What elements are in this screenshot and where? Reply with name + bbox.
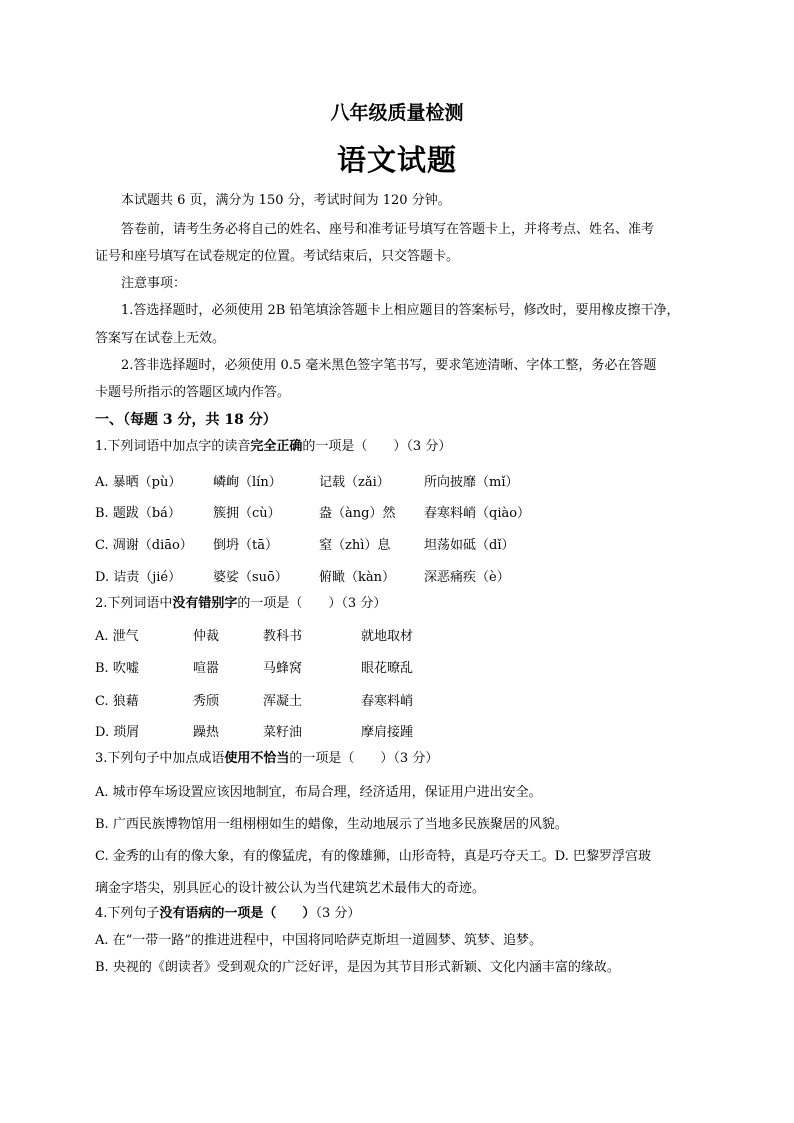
q4-option-a: A. 在“一带一路”的推进进程中，中国将同哈萨克斯坦一道圆梦、筑梦、追梦。 — [95, 933, 542, 948]
exam-page: 八年级质量检测 语文试题 本试题共 6 页，满分为 150 分，考试时间为 120 分钟。 答卷前，请考生务必将自己的姓名、座号和准考证号填写在答题卡上，并将考点、姓名、准考 证号和座号填写在试卷规定的位置。考试结束后，只交答题卡。 注意事项： 1.答选择题时，必须使用 2B 铅笔填涂答题卡上相应题目的答案标号，修改时，要用橡皮擦干净， 答案写在试卷上无效。 2.答非选择题时，必须使用 0.5 毫米黑色签字笔书写，要求笔迹清晰、字体工整，务必在答题 卡题号所指示的答题区域内作答。 一、（每题 3 分，共 18 分） 1.下列词语中加点字的读音完全正确的一项是（ ）（3 分） A. 暴晒（pù） 嶙峋（lín） 记载（zǎi） 所向披靡（mǐ） B. 题跋（bá） 簇拥（cù） 盎（àng）然 春寒料峭（qiào） C. 凋谢（diāo） 倒坍（tā） 窒（zhì）息 坦荡如砥（dǐ） D. 诘责（jié） 婆娑（suō） 俯瞰（kàn） 深恶痛疾（è） 2.下列词语中没有错别字的一项是（ ）（3 分） A. 泄气 仲裁 教科书 就地取材 B. 吹嘘 喧嚣 马蜂窝 眼花暸乱 C. 狼藉 秀颀 浑凝土 春寒料峭 D. 琐屑 躁热 菜籽油 摩肩接踵 3.下列句子中加点成语使用不恰当的一项是（ ）（3 分） A. 城市停车场设置应该因地制宜，布局合理，经济适用，保证用户进出安全。 B. 广西民族博物馆用一组栩栩如生的蜡像，生动地展示了当地多民族聚居的风貌。 C. 金秀的山有的像大象，有的像猛虎，有的像雄狮，山形奇特，真是巧夺天工。D. 巴黎罗浮宫玻 璃金字塔尖，别具匠心的设计被公认为当代建筑艺术最伟大的奇迹。 4.下列句子没有语病的一项是（ ）（3 分） A. 在“一带一路”的推进进程中，中国将同哈萨克斯坦一道圆梦、筑梦、追梦。 B. 央视的《朗读者》受到观众的广泛好评，是因为其节目形式新颖、文化内涵丰富的缘故。 — [0, 0, 794, 1123]
section-heading: 一、（每题 3 分，共 18 分） — [95, 412, 277, 428]
q3-option-a: A. 城市停车场设置应该因地制宜，布局合理，经济适用，保证用户进出安全。 — [95, 785, 542, 800]
exam-title: 八年级质量检测 — [330, 102, 464, 124]
question-2-stem: 2.下列词语中没有错别字的一项是（ ）（3 分） — [95, 596, 387, 611]
question-4-stem: 4.下列句子没有语病的一项是（ ）（3 分） — [95, 906, 361, 921]
intro-paragraph-2a: 答卷前，请考生务必将自己的姓名、座号和准考证号填写在答题卡上，并将考点、姓名、准考 — [121, 222, 655, 237]
q3-option-c-d-line-1: C. 金秀的山有的像大象，有的像猛虎，有的像雄狮，山形奇特，真是巧夺天工。D. 巴黎罗浮宫玻 — [95, 849, 651, 864]
intro-paragraph-1: 本试题共 6 页，满分为 150 分，考试时间为 120 分钟。 — [121, 193, 451, 208]
notice-label: 注意事项： — [121, 276, 187, 291]
q3-option-b: B. 广西民族博物馆用一组栩栩如生的蜡像，生动地展示了当地多民族聚居的风貌。 — [95, 817, 568, 832]
intro-paragraph-2b: 证号和座号填写在试卷规定的位置。考试结束后，只交答题卡。 — [95, 249, 460, 264]
question-1-stem: 1.下列词语中加点字的读音完全正确的一项是（ ）（3 分） — [95, 439, 452, 454]
notice-item-1a: 1.答选择题时，必须使用 2B 铅笔填涂答题卡上相应题目的答案标号，修改时，要用橡皮擦干净， — [121, 303, 680, 318]
question-3-stem: 3.下列句子中加点成语使用不恰当的一项是（ ）（3 分） — [95, 751, 439, 766]
notice-item-2b: 卡题号所指示的答题区域内作答。 — [95, 385, 291, 400]
notice-item-1b: 答案写在试卷上无效。 — [95, 331, 226, 346]
q3-option-d-line-2: 璃金字塔尖，别具匠心的设计被公认为当代建筑艺术最伟大的奇迹。 — [95, 881, 486, 896]
q4-option-b: B. 央视的《朗读者》受到观众的广泛好评，是因为其节目形式新颖、文化内涵丰富的缘故。 — [95, 960, 620, 975]
exam-subject: 语文试题 — [336, 143, 457, 177]
notice-item-2a: 2.答非选择题时，必须使用 0.5 毫米黑色签字笔书写，要求笔迹清晰、字体工整，务必在答题 — [121, 358, 657, 373]
